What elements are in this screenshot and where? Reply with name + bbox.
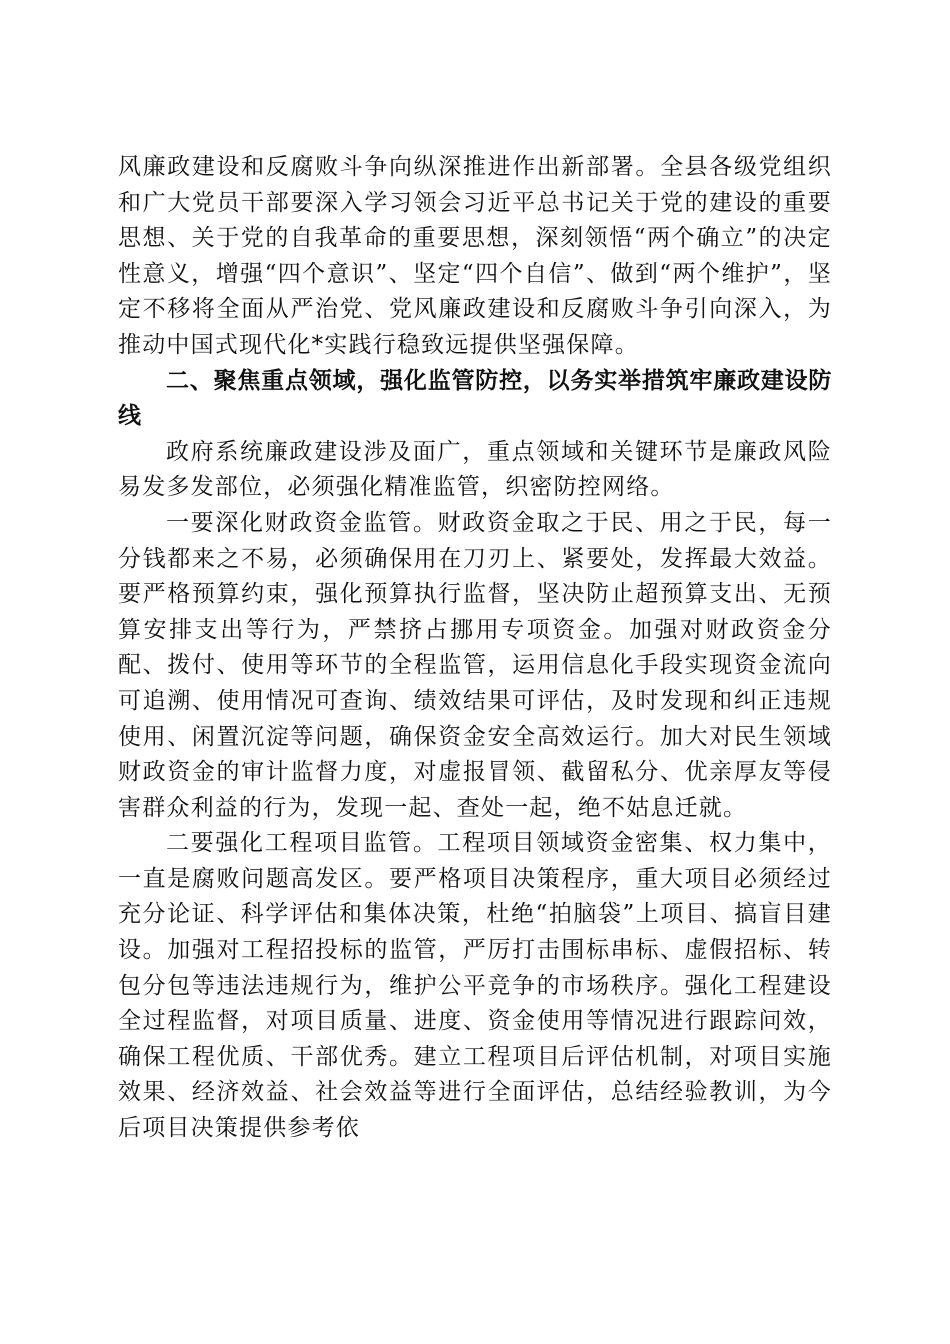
paragraph-fiscal-supervision: 一要深化财政资金监管。财政资金取之于民、用之于民，每一分钱都来之不易，必须确保用在刀刃上、紧要处，发挥最大效益。要严格预算约束，强化预算执行监督，坚决防止超预算支出、无预算安排支出等行为，严禁挤占挪用专项资金。加强对财政资金分配、拨付、使用等环节的全程监管，运用信息化手段实现资金流向可追溯、使用情况可查询、绩效结果可评估，及时发现和纠正违规使用、闲置沉淀等问题，确保资金安全高效运行。加大对民生领域财政资金的审计监督力度，对虚报冒领、截留私分、优亲厚友等侵害群众利益的行为，发现一起、查处一起，绝不姑息迁就。	[118, 509, 832, 821]
section-heading: 二、聚焦重点领域，强化监管防控，以务实举措筑牢廉政建设防线	[118, 367, 832, 430]
document-page	[118, 150, 832, 1147]
paragraph-continuation: 风廉政建设和反腐败斗争向纵深推进作出新部署。全县各级党组织和广大党员干部要深入学习领会习近平总书记关于党的建设的重要思想、关于党的自我革命的重要思想，深刻领悟“两个确立”的决定性意义，增强“四个意识”、坚定“四个自信”、做到“两个维护”，坚定不移将全面从严治党、党风廉政建设和反腐败斗争引向深入，为推动中国式现代化*实践行稳致远提供坚强保障。	[118, 154, 832, 358]
paragraph-project-supervision: 二要强化工程项目监管。工程项目领域资金密集、权力集中，一直是腐败问题高发区。要严格项目决策程序，重大项目必须经过充分论证、科学评估和集体决策，杜绝“拍脑袋”上项目、搞盲目建设。加强对工程招投标的监管，严厉打击围标串标、虚假招标、转包分包等违法违规行为，维护公平竞争的市场秩序。强化工程建设全过程监督，对项目质量、进度、资金使用等情况进行跟踪问效，确保工程优质、干部优秀。建立工程项目后评估机制，对项目实施效果、经济效益、社会效益等进行全面评估，总结经验教训，为今后项目决策提供参考依	[118, 830, 832, 1142]
paragraph-intro: 政府系统廉政建设涉及面广，重点领域和关键环节是廉政风险易发多发部位，必须强化精准监管，织密防控网络。	[118, 438, 832, 501]
